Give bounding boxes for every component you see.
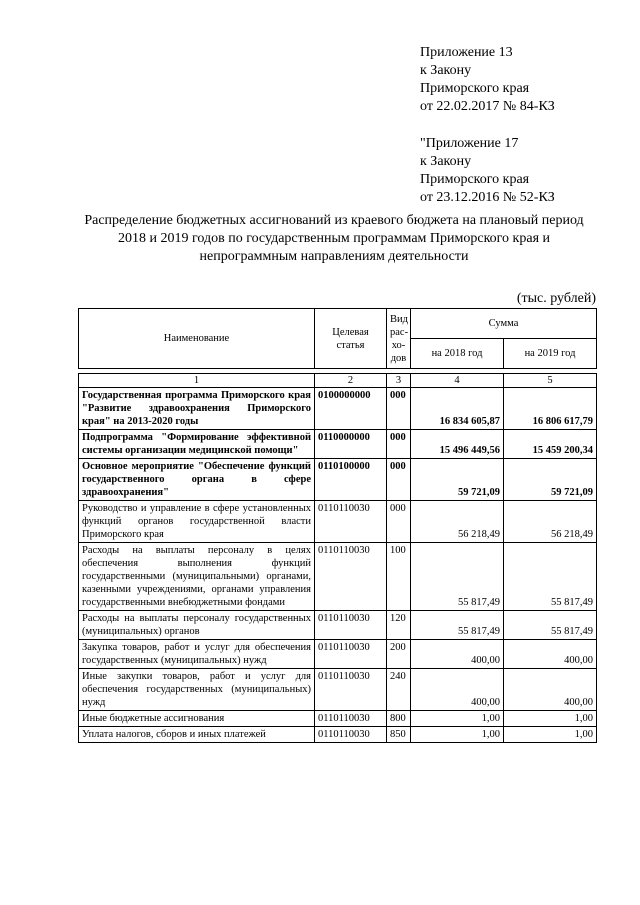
row-sum-2019: 1,00 xyxy=(504,711,597,727)
row-name: Основное мероприятие "Обеспечение функций государственного органа в сфере здравоохранения" xyxy=(79,459,315,501)
column-number: 2 xyxy=(315,374,387,388)
annex-13-header xyxy=(420,44,555,116)
row-sum-2018: 1,00 xyxy=(411,711,504,727)
header-line: к Закону xyxy=(420,63,472,78)
header-line: Приложение 13 xyxy=(420,45,513,60)
col-header-name: Наименование xyxy=(79,309,315,369)
row-target-code: 0110110030 xyxy=(315,669,387,711)
col-header-type: Вид рас-хо-дов xyxy=(387,309,411,369)
row-name: Расходы на выплаты персоналу государственных (муниципальных) органов xyxy=(79,611,315,640)
column-number: 3 xyxy=(387,374,411,388)
col-header-sum: Сумма xyxy=(411,309,597,339)
table-row xyxy=(79,727,597,743)
row-target-code: 0110110030 xyxy=(315,611,387,640)
row-sum-2019: 55 817,49 xyxy=(504,611,597,640)
row-sum-2018: 400,00 xyxy=(411,669,504,711)
row-sum-2019: 55 817,49 xyxy=(504,543,597,611)
table-row xyxy=(79,388,597,430)
row-target-code: 0110100000 xyxy=(315,459,387,501)
table-row xyxy=(79,669,597,711)
table-row xyxy=(79,459,597,501)
budget-table xyxy=(78,308,597,743)
row-name: Государственная программа Приморского края "Развитие здравоохранения Приморского края" на 2013-2020 годы xyxy=(79,388,315,430)
row-expense-type: 000 xyxy=(387,430,411,459)
row-expense-type: 800 xyxy=(387,711,411,727)
header-line: Приморского края xyxy=(420,81,530,96)
row-expense-type: 120 xyxy=(387,611,411,640)
row-sum-2019: 400,00 xyxy=(504,640,597,669)
row-expense-type: 850 xyxy=(387,727,411,743)
header-line: Приморского края xyxy=(420,172,530,187)
row-target-code: 0100000000 xyxy=(315,388,387,430)
row-target-code: 0110110030 xyxy=(315,543,387,611)
row-sum-2019: 400,00 xyxy=(504,669,597,711)
row-target-code: 0110110030 xyxy=(315,501,387,543)
column-number-row xyxy=(79,374,597,388)
row-name: Руководство и управление в сфере установленных функций органов государственной власти Приморского края xyxy=(79,501,315,543)
table-row xyxy=(79,543,597,611)
column-number: 1 xyxy=(79,374,315,388)
row-sum-2019: 16 806 617,79 xyxy=(504,388,597,430)
column-number: 5 xyxy=(504,374,597,388)
row-expense-type: 240 xyxy=(387,669,411,711)
row-name: Расходы на выплаты персоналу в целях обеспечения выполнения функций государственными (муниципальными) органами, казенными учреждениями, органами управления государственными внебюджетными фондами xyxy=(79,543,315,611)
row-name: Иные закупки товаров, работ и услуг для обеспечения государственных (муниципальных) нужд xyxy=(79,669,315,711)
row-expense-type: 000 xyxy=(387,459,411,501)
row-name: Иные бюджетные ассигнования xyxy=(79,711,315,727)
row-sum-2019: 59 721,09 xyxy=(504,459,597,501)
row-sum-2018: 56 218,49 xyxy=(411,501,504,543)
row-sum-2018: 1,00 xyxy=(411,727,504,743)
row-target-code: 0110110030 xyxy=(315,711,387,727)
document-title: Распределение бюджетных ассигнований из краевого бюджета на плановый период 2018 и 2019 годов по государственным программам Приморского края и непрограммным направлениям деятельности xyxy=(84,213,584,264)
row-target-code: 0110110030 xyxy=(315,640,387,669)
table-row xyxy=(79,430,597,459)
row-name: Уплата налогов, сборов и иных платежей xyxy=(79,727,315,743)
row-sum-2018: 55 817,49 xyxy=(411,543,504,611)
col-header-2019: на 2019 год xyxy=(504,339,597,369)
row-name: Закупка товаров, работ и услуг для обеспечения государственных (муниципальных) нужд xyxy=(79,640,315,669)
row-expense-type: 200 xyxy=(387,640,411,669)
header-line: к Закону xyxy=(420,154,472,169)
row-sum-2018: 400,00 xyxy=(411,640,504,669)
row-sum-2018: 59 721,09 xyxy=(411,459,504,501)
column-number: 4 xyxy=(411,374,504,388)
row-expense-type: 100 xyxy=(387,543,411,611)
row-expense-type: 000 xyxy=(387,388,411,430)
header-line: от 23.12.2016 № 52-КЗ xyxy=(420,190,555,205)
table-row xyxy=(79,640,597,669)
table-row xyxy=(79,501,597,543)
annex-17-header xyxy=(420,135,555,207)
table-row xyxy=(79,611,597,640)
row-sum-2018: 15 496 449,56 xyxy=(411,430,504,459)
col-header-2018: на 2018 год xyxy=(411,339,504,369)
col-header-target: Целевая статья xyxy=(315,309,387,369)
row-name: Подпрограмма "Формирование эффективной системы организации медицинской помощи" xyxy=(79,430,315,459)
row-sum-2019: 1,00 xyxy=(504,727,597,743)
row-sum-2019: 56 218,49 xyxy=(504,501,597,543)
table-row xyxy=(79,711,597,727)
units-label: (тыс. рублей) xyxy=(516,291,596,306)
row-target-code: 0110110030 xyxy=(315,727,387,743)
row-target-code: 0110000000 xyxy=(315,430,387,459)
row-sum-2019: 15 459 200,34 xyxy=(504,430,597,459)
row-expense-type: 000 xyxy=(387,501,411,543)
row-sum-2018: 16 834 605,87 xyxy=(411,388,504,430)
header-line: "Приложение 17 xyxy=(420,136,519,151)
header-line: от 22.02.2017 № 84-КЗ xyxy=(420,99,555,114)
row-sum-2018: 55 817,49 xyxy=(411,611,504,640)
